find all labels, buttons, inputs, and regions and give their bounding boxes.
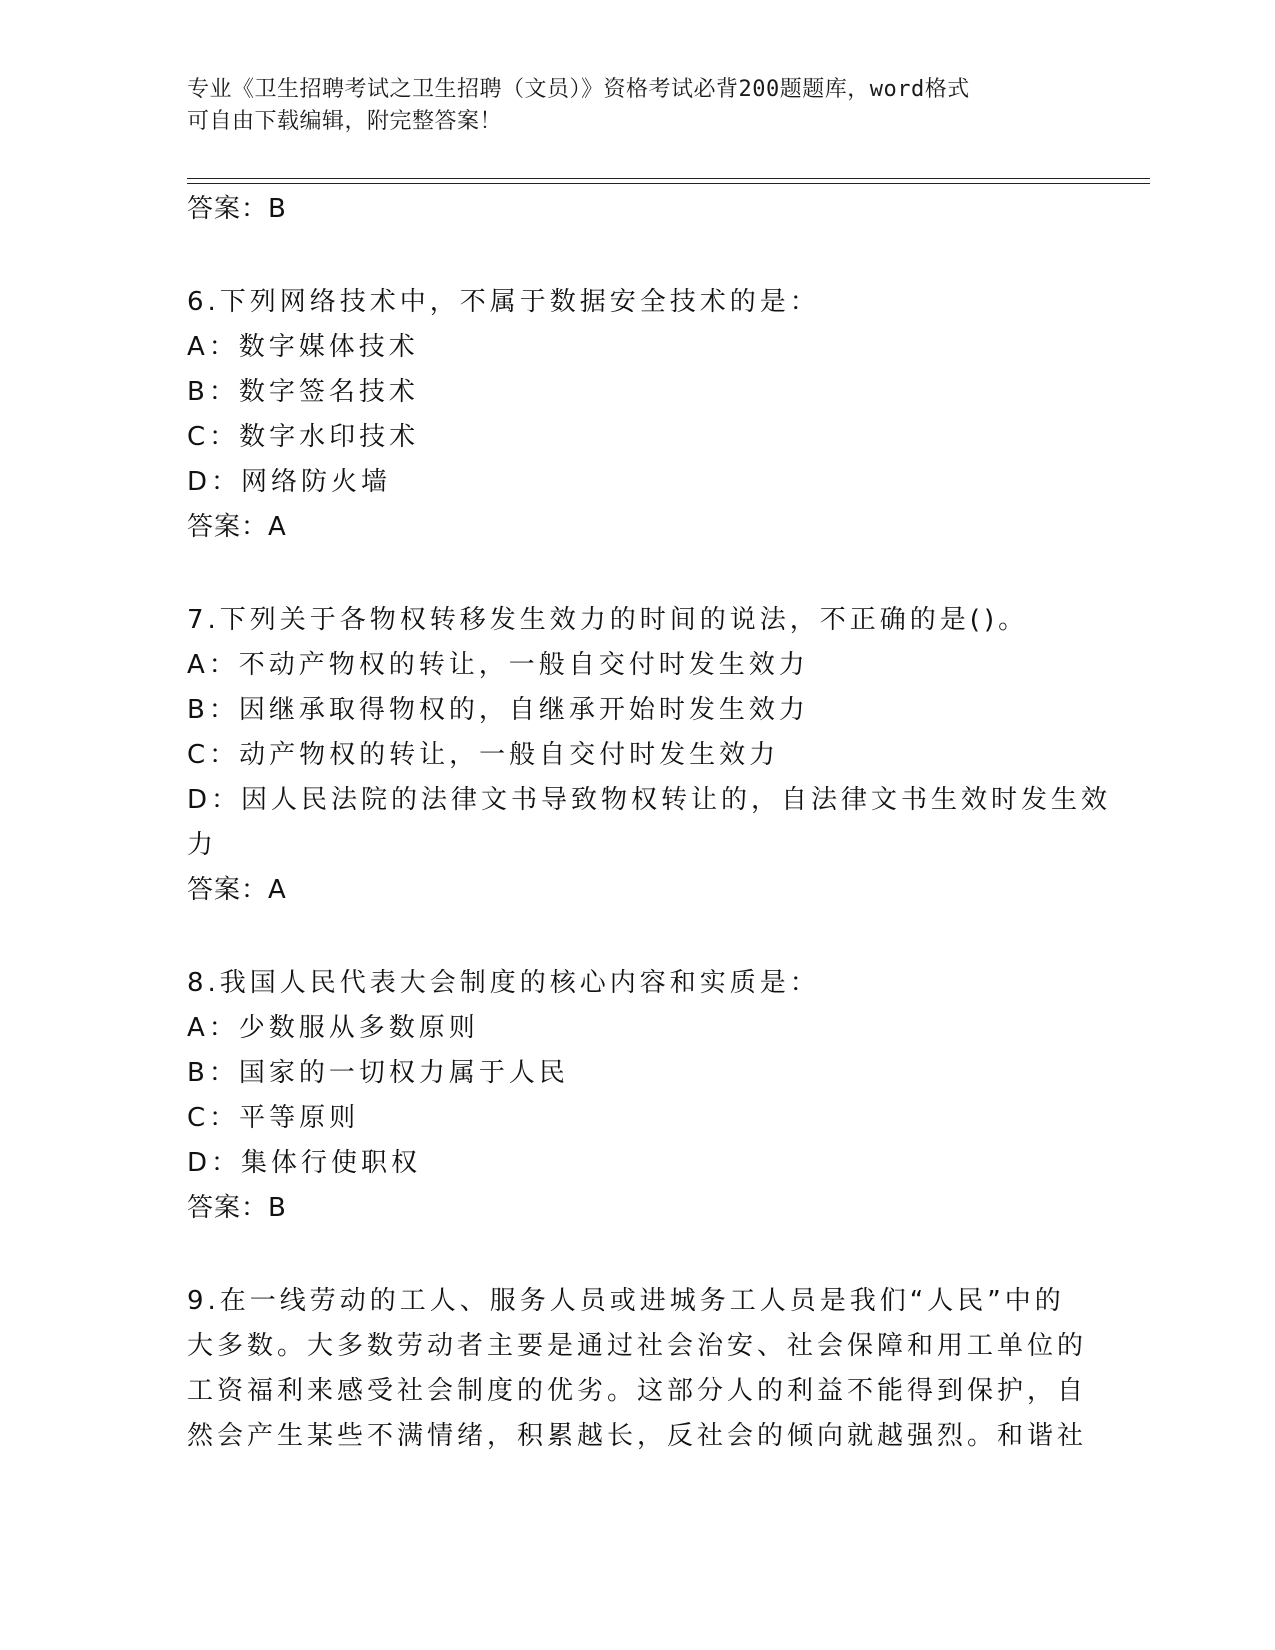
question-8 bbox=[187, 961, 1087, 1231]
answer: 答案：A bbox=[187, 875, 287, 905]
option-d: D：因人民法院的法律文书导致物权转让的，自法律文书生效时发生效 bbox=[187, 785, 1112, 815]
answer: 答案：A bbox=[187, 512, 287, 542]
option-b: B：国家的一切权力属于人民 bbox=[187, 1058, 569, 1088]
option-d: D：集体行使职权 bbox=[187, 1148, 422, 1178]
question-stem: 6.下列网络技术中，不属于数据安全技术的是： bbox=[187, 287, 820, 317]
header-divider-bottom bbox=[187, 183, 1150, 184]
spacer bbox=[187, 232, 1087, 280]
option-d: D：网络防火墙 bbox=[187, 467, 392, 497]
header-divider-top bbox=[187, 178, 1150, 179]
question-stem-line: 9.在一线劳动的工人、服务人员或进城务工人员是我们“人民”中的 bbox=[187, 1286, 1065, 1316]
question-stem: 8.我国人民代表大会制度的核心内容和实质是： bbox=[187, 968, 820, 998]
option-c: C：数字水印技术 bbox=[187, 422, 420, 452]
page-header bbox=[187, 74, 1087, 138]
question-6 bbox=[187, 280, 1087, 550]
question-7 bbox=[187, 598, 1112, 913]
option-c: C：平等原则 bbox=[187, 1103, 360, 1133]
option-a: A：少数服从多数原则 bbox=[187, 1013, 479, 1043]
option-d-continued: 力 bbox=[187, 830, 218, 860]
header-title-line-2: 可自由下载编辑，附完整答案！ bbox=[187, 109, 503, 134]
question-list bbox=[187, 187, 1112, 1459]
header-title-line-1: 专业《卫生招聘考试之卫生招聘（文员）》资格考试必背200题题库，word格式 bbox=[187, 77, 970, 102]
question-stem-line: 工资福利来感受社会制度的优劣。这部分人的利益不能得到保护，自 bbox=[187, 1376, 1088, 1406]
question-9 bbox=[187, 1279, 1087, 1459]
spacer bbox=[187, 1231, 1087, 1279]
spacer bbox=[187, 913, 1087, 961]
option-b: B：因继承取得物权的，自继承开始时发生效力 bbox=[187, 695, 809, 725]
answer-q5: 答案：B bbox=[187, 194, 287, 224]
answer: 答案：B bbox=[187, 1193, 287, 1223]
question-stem-line: 然会产生某些不满情绪，积累越长，反社会的倾向就越强烈。和谐社 bbox=[187, 1421, 1088, 1451]
spacer bbox=[187, 550, 1087, 598]
option-a: A：不动产物权的转让，一般自交付时发生效力 bbox=[187, 650, 809, 680]
question-stem-line: 大多数。大多数劳动者主要是通过社会治安、社会保障和用工单位的 bbox=[187, 1331, 1088, 1361]
option-b: B：数字签名技术 bbox=[187, 377, 419, 407]
option-c: C：动产物权的转让，一般自交付时发生效力 bbox=[187, 740, 780, 770]
question-stem: 7.下列关于各物权转移发生效力的时间的说法，不正确的是()。 bbox=[187, 605, 1029, 635]
option-a: A：数字媒体技术 bbox=[187, 332, 419, 362]
